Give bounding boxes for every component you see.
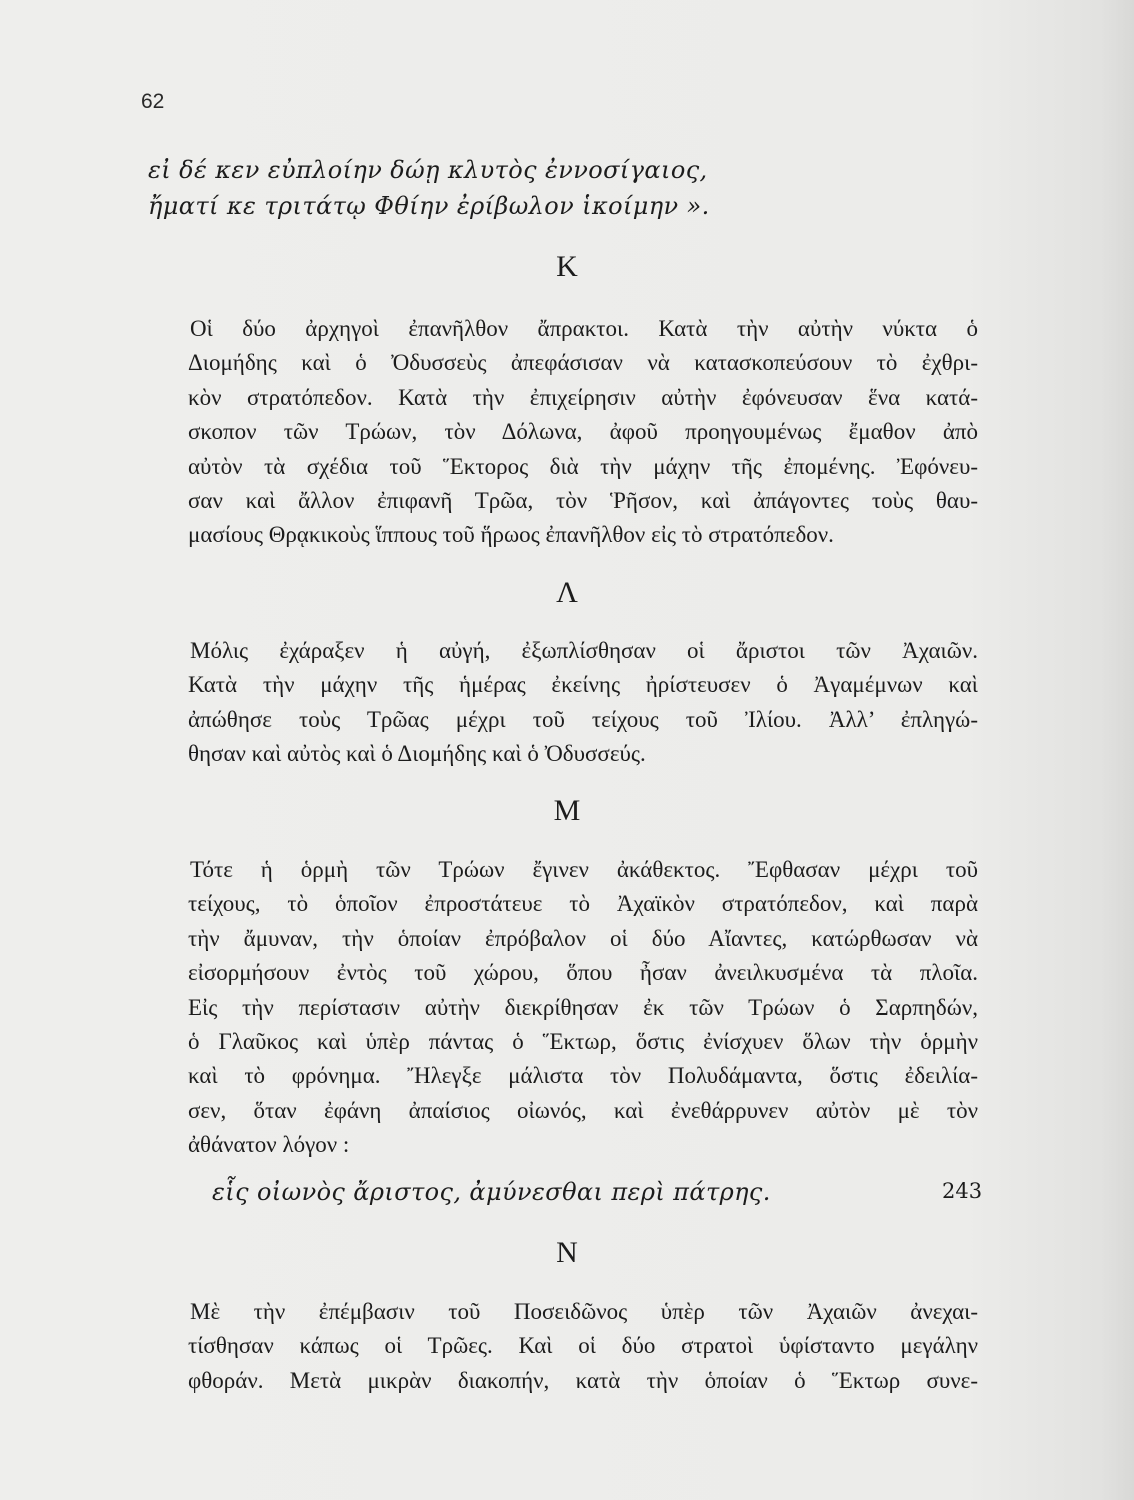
text-line: εἰσορμήσουν ἐντὸς τοῦ χώρου, ὅπου ἦσαν ἀνειλκυσμένα τὰ πλοῖα. (188, 960, 978, 986)
text-line: κὸν στρατόπεδον. Κατὰ τὴν ἐπιχείρησιν αὐτὴν ἐφόνευσαν ἕνα κατά- (188, 384, 978, 410)
text-line: τὴν ἄμυναν, τὴν ὁποίαν ἐπρόβαλον οἱ δύο Αἴαντες, κατώρθωσαν νὰ (188, 925, 978, 951)
text-line: σκοπον τῶν Τρώων, τὸν Δόλωνα, ἀφοῦ προηγουμένως ἔμαθον ἀπὸ (188, 419, 978, 445)
paragraph-nu (188, 1295, 978, 1398)
paragraph-lambda (188, 634, 978, 772)
text-line: τείχους, τὸ ὁποῖον ἐπροστάτευε τὸ Ἀχαϊκὸν στρατόπεδον, καὶ παρὰ (188, 891, 978, 917)
text-line: τίσθησαν κάπως οἱ Τρῶες. Καὶ οἱ δύο στρατοὶ ὑφίσταντο μεγάλην (188, 1333, 978, 1359)
verse-line: ἤματί κε τριτάτῳ Φθίην ἐρίβωλον ἱκοίμην ». (148, 192, 710, 220)
section-letter-nu: Ν (556, 1236, 578, 1269)
section-letter-lambda: Λ (556, 576, 578, 609)
text-line: σεν, ὅταν ἐφάνη ἀπαίσιος οἰωνός, καὶ ἐνεθάρρυνεν αὐτὸν μὲ τὸν (188, 1097, 978, 1123)
text-line: Τότε ἡ ὁρμὴ τῶν Τρώων ἔγινεν ἀκάθεκτος. Ἔφθασαν μέχρι τοῦ (190, 857, 978, 882)
text-line: Διομήδης καὶ ὁ Ὀδυσσεὺς ἀπεφάσισαν νὰ κατασκοπεύσουν τὸ ἐχθρι- (188, 350, 978, 376)
quoted-verse: εἷς οἰωνὸς ἄριστος, ἀμύνεσθαι περὶ πάτρης. (212, 1178, 771, 1206)
verse-line-number: 243 (942, 1179, 983, 1203)
text-line: ἀθάνατον λόγον : (188, 1132, 350, 1158)
text-line: καὶ τὸ φρόνημα. Ἤλεγξε μάλιστα τὸν Πολυδάμαντα, ὅστις ἐδειλία- (188, 1063, 978, 1089)
section-letter-kappa: Κ (556, 250, 578, 283)
paragraph-mu (188, 853, 978, 1163)
text-line: Εἰς τὴν περίστασιν αὐτὴν διεκρίθησαν ἐκ τῶν Τρώων ὁ Σαρπηδών, (188, 994, 978, 1020)
text-line: Κατὰ τὴν μάχην τῆς ἡμέρας ἐκείνης ἠρίστευσεν ὁ Ἀγαμέμνων καὶ (188, 672, 978, 698)
text-line: ἀπώθησε τοὺς Τρῶας μέχρι τοῦ τείχους τοῦ Ἰλίου. Ἀλλ’ ἐπληγώ- (188, 706, 978, 732)
text-line: σαν καὶ ἄλλον ἐπιφανῆ Τρῶα, τὸν Ῥῆσον, καὶ ἀπάγοντες τοὺς θαυ- (188, 488, 978, 514)
section-letter-mu: Μ (553, 794, 581, 827)
text-line: Μόλις ἐχάραξεν ἡ αὐγή, ἐξωπλίσθησαν οἱ ἄριστοι τῶν Ἀχαιῶν. (190, 638, 978, 663)
text-line: Μὲ τὴν ἐπέμβασιν τοῦ Ποσειδῶνος ὑπὲρ τῶν Ἀχαιῶν ἀνεχαι- (190, 1299, 978, 1324)
text-line: αὐτὸν τὰ σχέδια τοῦ Ἕκτορος διὰ τὴν μάχην τῆς ἐπομένης. Ἐφόνευ- (188, 453, 978, 479)
text-line: Οἱ δύο ἀρχηγοὶ ἐπανῆλθον ἄπρακτοι. Κατὰ τὴν αὐτὴν νύκτα ὁ (190, 316, 978, 341)
verse-line: εἰ δέ κεν εὐπλοίην δώῃ κλυτὸς ἐννοσίγαιος, (148, 156, 708, 184)
text-line: μασίους Θρᾳκικοὺς ἵππους τοῦ ἥρωος ἐπανῆλθον εἰς τὸ στρατόπεδον. (188, 522, 834, 548)
text-line: θησαν καὶ αὐτὸς καὶ ὁ Διομήδης καὶ ὁ Ὀδυσσεύς. (188, 741, 646, 767)
page-number: 62 (141, 90, 165, 113)
text-line: ὁ Γλαῦκος καὶ ὑπὲρ πάντας ὁ Ἕκτωρ, ὅστις ἐνίσχυεν ὅλων τὴν ὁρμὴν (188, 1029, 978, 1055)
paragraph-kappa (188, 312, 978, 553)
text-line: φθοράν. Μετὰ μικρὰν διακοπήν, κατὰ τὴν ὁποίαν ὁ Ἕκτωρ συνε- (188, 1367, 978, 1393)
